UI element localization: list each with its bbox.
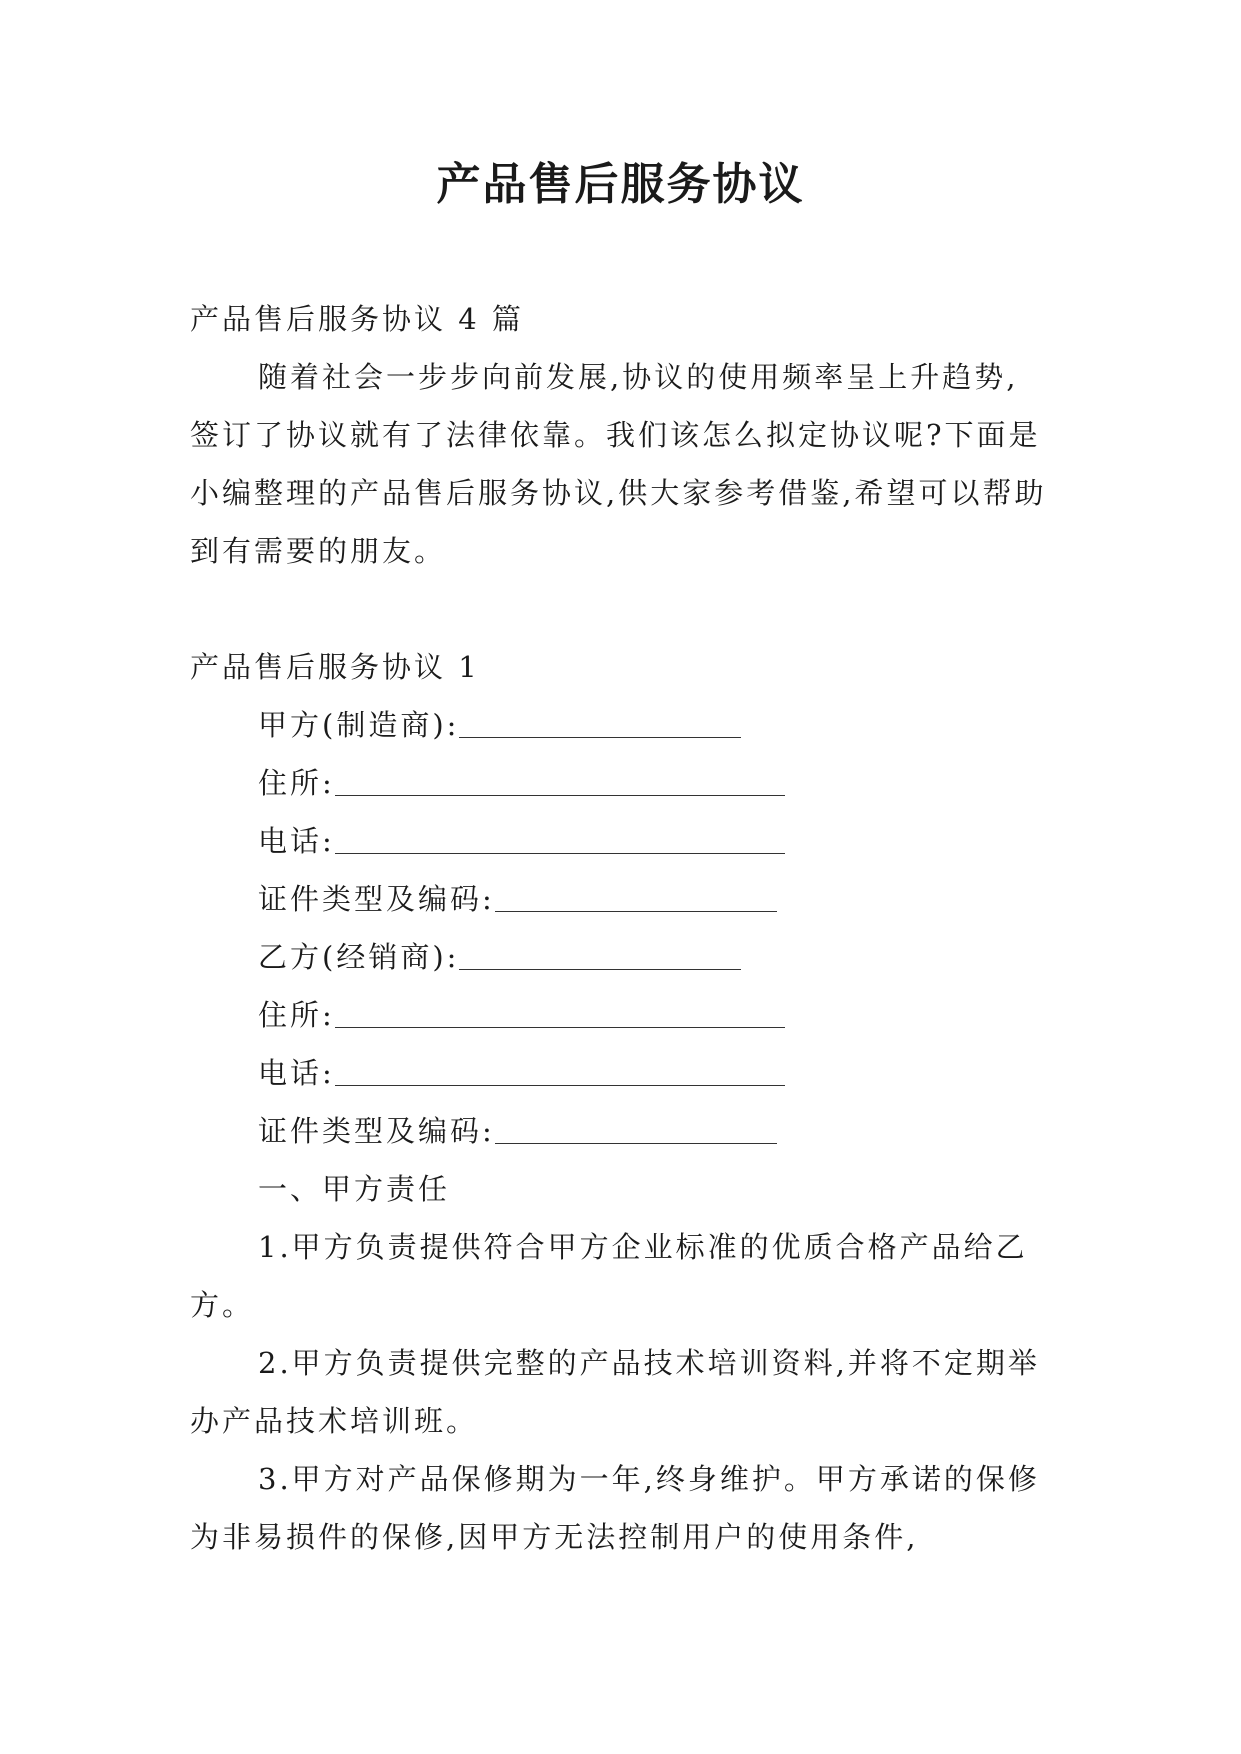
section-heading: 产品售后服务协议 1 [190, 650, 480, 684]
field-party-a-address [190, 754, 1050, 812]
field-party-b [190, 928, 1050, 986]
field-party-a [190, 696, 1050, 754]
field-label: 电话: [258, 824, 335, 858]
clause-item: 3.甲方对产品保修期为一年,终身维护。甲方承诺的保修为非易损件的保修,因甲方无法控制用户的使用条件, [190, 1462, 1040, 1554]
field-label: 证件类型及编码: [258, 882, 495, 916]
page-title: 产品售后服务协议 [436, 159, 805, 210]
document-subtitle: 产品售后服务协议 4 篇 [190, 302, 524, 336]
clause-item: 2.甲方负责提供完整的产品技术培训资料,并将不定期举办产品技术培训班。 [190, 1346, 1040, 1438]
field-label: 住所: [258, 998, 335, 1032]
spacer [190, 580, 1050, 638]
field-party-b-address [190, 986, 1050, 1044]
field-party-a-phone [190, 812, 1050, 870]
fill-in-line [335, 833, 785, 854]
field-label: 电话: [258, 1056, 335, 1090]
field-label: 甲方(制造商): [258, 708, 460, 742]
fill-in-line [495, 1123, 777, 1144]
intro-paragraph: 随着社会一步步向前发展,协议的使用频率呈上升趋势,签订了协议就有了法律依靠。我们该怎么拟定协议呢?下面是小编整理的产品售后服务协议,供大家参考借鉴,希望可以帮助到有需要的朋友。 [190, 360, 1047, 568]
field-label: 证件类型及编码: [258, 1114, 495, 1148]
field-label: 住所: [258, 766, 335, 800]
clause-item: 1.甲方负责提供符合甲方企业标准的优质合格产品给乙方。 [190, 1230, 1028, 1322]
field-party-b-id [190, 1102, 1050, 1160]
clause-heading: 一、甲方责任 [258, 1172, 451, 1206]
field-party-a-id [190, 870, 1050, 928]
field-label: 乙方(经销商): [258, 940, 460, 974]
fill-in-line [495, 891, 777, 912]
fill-in-line [459, 949, 741, 970]
fill-in-line [335, 1065, 785, 1086]
fill-in-line [335, 1007, 785, 1028]
field-party-b-phone [190, 1044, 1050, 1102]
fill-in-line [459, 717, 741, 738]
document-body [190, 290, 1050, 1566]
fill-in-line [335, 775, 785, 796]
